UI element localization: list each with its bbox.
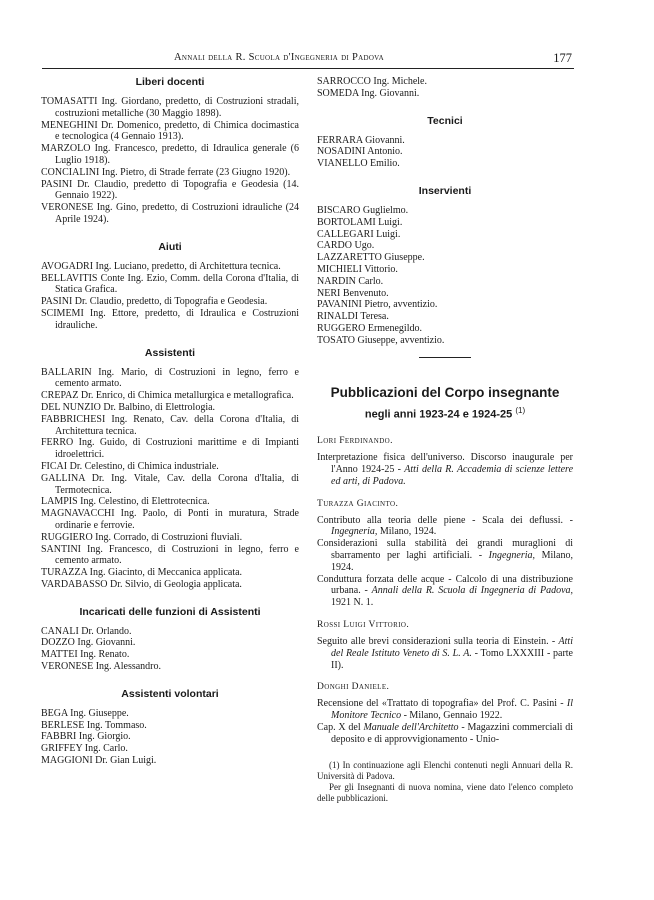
list-item: BORTOLAMI Luigi. [317,216,403,228]
list-item: NOSADINI Antonio. [317,146,403,158]
list-item: NERI Benvenuto. [317,287,389,299]
assistenti-volontari-list [41,708,299,767]
list-item: MENEGHINI Dr. Domenico, predetto, di Chimica docimastica e tecnologica (4 Gennaio 1913). [41,119,299,143]
list-item: FERRO Ing. Guido, di Costruzioni marittime e di Impianti idroelettrici. [41,437,299,461]
publication-source: Atti della R. Accademia di scienze lettere ed arti, di Padova. [331,464,574,487]
publication-author-block [317,681,573,745]
list-item: BERLESE Ing. Tommaso. [41,719,147,731]
list-item: BEGA Ing. Giuseppe. [41,707,129,719]
publication-source: Ingegneria, [331,526,378,538]
list-item: BISCARO Guglielmo. [317,204,409,216]
publication-entry [317,698,573,722]
list-item: MARZOLO Ing. Francesco, predetto, di Idraulica generale (6 Luglio 1918). [41,143,299,166]
list-item: AVOGADRI Ing. Luciano, predetto, di Architettura tecnica. [41,260,281,272]
inservienti-list [317,205,573,347]
list-item: LAZZARETTO Giuseppe. [317,252,425,264]
list-item: VERONESE Ing. Gino, predetto, di Costruzioni idrauliche (24 Aprile 1924). [41,202,299,225]
list-item: SCIMEMI Ing. Ettore, predetto, di Idraulica e Costruzioni idrauliche. [41,307,299,331]
publication-text: Conduttura forzata delle acque - Calcolo di una distribuzione urbana. - [317,573,573,597]
list-item: TOSATO Giuseppe, avventizio. [317,334,445,346]
author-name: Turazza Giacinto. [317,498,399,509]
section-title-assistenti-volontari: Assistenti volontari [121,687,219,700]
list-item: MAGGIONI Dr. Gian Luigi. [41,755,157,767]
list-item: FABBRICHESI Ing. Renato, Cav. della Corona d'Italia, di Architettura tecnica. [41,413,299,437]
footnote-mark: (1) [515,405,526,415]
publication-text: Seguito alle brevi considerazioni sulla teoria di Einstein. - [317,635,556,647]
author-name: Rossi Luigi Vittorio. [317,619,410,630]
aiuti-list [41,261,299,332]
publication-entry [317,538,573,573]
publications-list [317,435,573,745]
list-item: TOMASATTI Ing. Giordano, predetto, di Costruzioni stradali, costruzioni metalliche (30 Maggio 1898). [41,96,299,119]
publication-entry [317,574,573,609]
list-item: SANTINI Ing. Francesco, di Costruzioni in legno, ferro e cemento armato. [41,543,299,567]
publication-source: Ingegneria, [488,549,536,561]
section-title-aiuti: Aiuti [158,240,182,253]
list-item: FICAI Dr. Celestino, di Chimica industriale. [41,460,219,472]
list-item: MICHIELI Vittorio. [317,263,398,275]
publication-text: Contributo alla teoria delle piene - Scala dei deflussi. - [317,514,573,526]
publication-source: Annali della R. Scuola di Ingegneria di Padova, [371,585,574,597]
list-item: CREPAZ Dr. Enrico, di Chimica metallurgica e metallografica. [41,390,294,402]
footnotes [317,760,573,804]
publication-text: Considerazioni sulla stabilità dei grandi muraglioni di sbarramento per laghi artificiali. - [317,538,573,561]
liberi-docenti-list [41,96,299,226]
publication-text: Cap. X del [317,721,361,733]
list-item: VIANELLO Emilio. [317,158,400,170]
section-title-inservienti: Inservienti [418,184,472,197]
list-item: CARDO Ugo. [317,240,375,252]
publication-author-block [317,498,573,609]
section-title-assistenti: Assistenti [144,346,196,359]
list-item: CONCIALINI Ing. Pietro, di Strade ferrate (23 Giugno 1920). [41,166,291,178]
list-item: FABBRI Ing. Giorgio. [41,731,131,743]
publication-author-block [317,435,573,487]
list-item: DEL NUNZIO Dr. Balbino, di Elettrologia. [41,401,216,413]
list-item: CALLEGARI Luigi. [317,228,401,240]
publication-source: Il Monitore Tecnico [331,698,574,722]
left-column [41,76,299,782]
list-item: FERRARA Giovanni. [317,134,405,146]
publications-title: Pubblicazioni del Corpo insegnante [330,384,560,400]
publications-years: negli anni 1923-24 e 1924-25 [364,408,513,421]
publication-entry [317,636,573,671]
publications-subtitle [317,404,573,422]
running-header [42,52,574,69]
publication-entry [317,452,573,487]
publication-entry [317,515,573,539]
author-name: Donghi Daniele. [317,682,390,693]
publication-text: Interpretazione fisica dell'universo. Discorso inaugurale per l'Anno 1924-25 - [317,452,573,475]
assistenti-list [41,367,299,591]
incaricati-list [41,626,299,673]
list-item: LAMPIS Ing. Celestino, di Elettrotecnica. [41,496,210,508]
right-column [317,76,573,804]
list-item: RINALDI Teresa. [317,311,389,323]
section-divider [419,357,471,358]
publication-details: Milano, 1924. [331,549,573,573]
list-item: GRIFFEY Ing. Carlo. [41,743,128,755]
list-item: MATTEI Ing. Renato. [41,649,130,661]
list-item: RUGGERO Ermenegildo. [317,322,422,334]
list-item: MAGNAVACCHI Ing. Paolo, di Ponti in muratura, Strade ordinarie e ferrovie. [41,508,299,531]
list-item: GALLINA Dr. Ing. Vitale, Cav. della Corona d'Italia, di Termotecnica. [41,472,299,496]
section-title-incaricati: Incaricati delle funzioni di Assistenti [79,605,261,618]
list-item: SOMEDA Ing. Giovanni. [317,87,420,99]
publication-text: Recensione del «Trattato di topografia» del Prof. C. Pasini - [317,698,564,710]
tecnici-list [317,135,573,170]
publication-details: - Magazzini commerciali di deposito e di approvvigionamento - Unio- [331,721,573,745]
list-item: SARROCCO Ing. Michele. [317,76,427,87]
publication-author-block [317,619,573,671]
publication-details: - Tomo LXXXIII - parte II). [331,647,574,671]
section-title-tecnici: Tecnici [427,114,463,127]
list-item: VERONESE Ing. Alessandro. [41,661,161,673]
publication-details: - Milano, Gennaio 1922. [403,710,503,722]
footnote-text: Per gli Insegnanti di nuova nomina, viene dato l'elenco completo delle pubblicazioni. [317,781,573,803]
publication-source: Manuale dell'Architetto [363,721,459,733]
journal-title: Annali della R. Scuola d'Ingegneria di Padova [174,52,384,63]
list-item: DOZZO Ing. Giovanni. [41,637,136,649]
list-item: PASINI Dr. Claudio, predetto, di Topografia e Geodesia. [41,296,268,308]
footnote-text: (1) In continuazione agli Elenchi contenuti negli Annuari della R. Università di Padova. [317,759,573,781]
publication-details: Milano, 1924. [379,526,437,538]
list-item: VARDABASSO Dr. Silvio, di Geologia applicata. [41,578,242,590]
list-item: RUGGIERO Ing. Corrado, di Costruzioni fluviali. [41,531,243,543]
list-item: BELLAVITIS Conte Ing. Ezio, Comm. della Corona d'Italia, di Statica Grafica. [41,272,299,296]
list-item: NARDIN Carlo. [317,275,384,287]
author-name: Lori Ferdinando. [317,436,393,447]
continued-list [317,76,573,100]
page-number: 177 [553,51,572,65]
publication-source: Atti del Reale Istituto Veneto di S. L. A. [331,635,573,659]
publication-entry [317,722,573,746]
list-item: PAVANINI Pietro, avventizio. [317,299,438,311]
section-title-liberi-docenti: Liberi docenti [135,76,205,88]
publication-details: 1921 N. 1. [331,597,374,609]
list-item: CANALI Dr. Orlando. [41,625,132,637]
list-item: PASINI Dr. Claudio, predetto di Topografia e Geodesia (14. Gennaio 1922). [41,178,299,202]
list-item: BALLARIN Ing. Mario, di Costruzioni in legno, ferro e cemento armato. [41,366,299,390]
list-item: TURAZZA Ing. Giacinto, di Meccanica applicata. [41,567,243,579]
